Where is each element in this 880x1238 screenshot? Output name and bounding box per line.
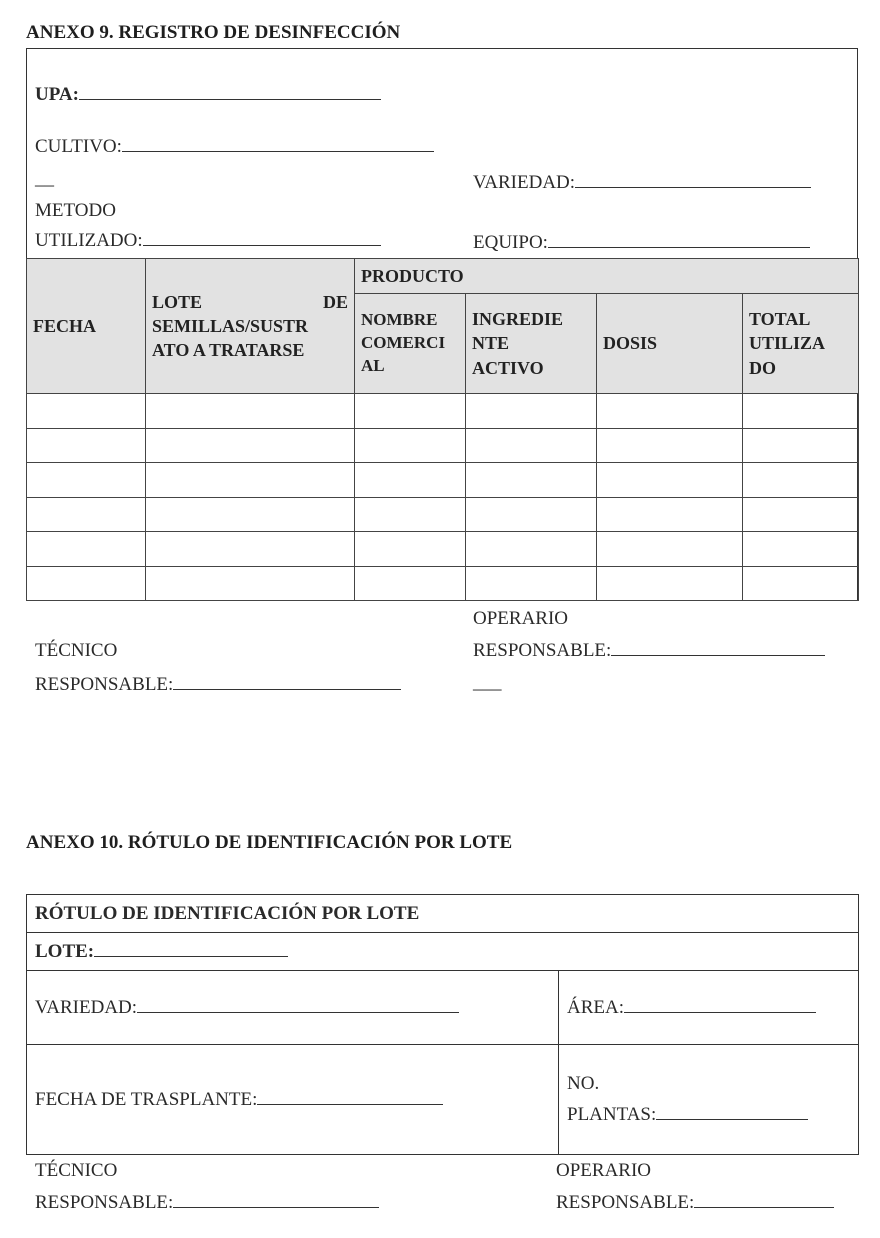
area-label: ÁREA: <box>567 996 624 1018</box>
equipo-field[interactable] <box>473 232 810 254</box>
metodo-label-line1: METODO <box>35 200 116 221</box>
header-dosis: DOSIS <box>597 294 743 394</box>
table-cell[interactable] <box>146 532 355 567</box>
lot-tecnico-blank[interactable] <box>173 1207 379 1208</box>
table-cell[interactable] <box>466 497 597 532</box>
table-cell[interactable] <box>466 428 597 463</box>
upa-blank[interactable] <box>79 99 381 100</box>
table-cell[interactable] <box>355 463 466 498</box>
header-nombre-l2: COMERCI <box>361 333 446 353</box>
operario-label-line2: RESPONSABLE: <box>473 640 612 661</box>
lote-blank[interactable] <box>94 956 288 957</box>
lot-operario-field[interactable] <box>556 1192 834 1214</box>
header-total-utilizado <box>743 294 859 394</box>
table-cell[interactable] <box>743 463 859 498</box>
header-ingrediente-l3: ACTIVO <box>472 357 544 378</box>
table-cell[interactable] <box>355 566 466 601</box>
lot-tecnico-field[interactable] <box>35 1192 379 1214</box>
header-lote-word2: DE <box>322 291 348 312</box>
table-cell[interactable] <box>466 463 597 498</box>
tecnico-field[interactable] <box>35 674 401 696</box>
header-lote-word1: LOTE <box>152 291 203 312</box>
table-row <box>27 428 859 463</box>
table-row <box>27 532 859 567</box>
table-row <box>27 463 859 498</box>
table-cell[interactable] <box>27 463 146 498</box>
table-cell[interactable] <box>743 532 859 567</box>
table-cell[interactable] <box>597 497 743 532</box>
fecha-trasplante-label: FECHA DE TRASPLANTE: <box>35 1088 258 1110</box>
tecnico-label-line1: TÉCNICO <box>35 640 118 661</box>
plantas-blank[interactable] <box>656 1119 808 1120</box>
table-cell[interactable] <box>466 532 597 567</box>
lot-operario-label-line2: RESPONSABLE: <box>556 1192 695 1213</box>
header-ingrediente-l1: INGREDIE <box>472 309 564 330</box>
lot-operario-label-line1: OPERARIO <box>556 1160 652 1181</box>
variedad-field[interactable] <box>473 172 811 194</box>
table-cell[interactable] <box>146 463 355 498</box>
cultivo-label: CULTIVO: <box>35 136 122 157</box>
stray-dash: __ <box>35 168 54 189</box>
equipo-blank[interactable] <box>548 247 810 248</box>
header-lote-line2: SEMILLAS/SUSTR <box>152 315 309 336</box>
metodo-blank[interactable] <box>143 245 381 246</box>
table-cell[interactable] <box>743 394 859 429</box>
table-cell[interactable] <box>355 394 466 429</box>
table-row <box>27 566 859 601</box>
header-lote <box>146 259 355 394</box>
lot-variedad-blank[interactable] <box>137 1012 459 1013</box>
annex10-title: ANEXO 10. RÓTULO DE IDENTIFICACIÓN POR LOTE <box>26 832 513 853</box>
area-field[interactable] <box>559 971 859 1045</box>
table-cell[interactable] <box>466 566 597 601</box>
table-cell[interactable] <box>27 428 146 463</box>
disinfection-table <box>26 258 859 601</box>
fecha-trasplante-blank[interactable] <box>257 1104 443 1105</box>
lot-tecnico-label-line1: TÉCNICO <box>35 1160 118 1181</box>
table-cell[interactable] <box>146 497 355 532</box>
lote-field[interactable] <box>27 933 859 971</box>
table-cell[interactable] <box>743 428 859 463</box>
upa-field[interactable] <box>35 84 381 106</box>
tecnico-label-line2: RESPONSABLE: <box>35 674 174 695</box>
lot-label-box-title: RÓTULO DE IDENTIFICACIÓN POR LOTE <box>27 895 859 933</box>
operario-field[interactable] <box>473 640 825 662</box>
table-cell[interactable] <box>466 394 597 429</box>
header-lote-line3: ATO A TRATARSE <box>152 340 305 361</box>
lot-variedad-field[interactable] <box>27 971 559 1045</box>
plantas-label-line1: NO. <box>567 1073 600 1095</box>
table-cell[interactable] <box>597 428 743 463</box>
operario-trailing: ___ <box>473 672 502 693</box>
header-ingrediente-activo <box>466 294 597 394</box>
operario-label-line1: OPERARIO <box>473 608 569 629</box>
table-cell[interactable] <box>743 566 859 601</box>
lot-tecnico-label-line2: RESPONSABLE: <box>35 1192 174 1213</box>
lot-operario-blank[interactable] <box>694 1207 834 1208</box>
table-cell[interactable] <box>27 532 146 567</box>
header-nombre-l3: AL <box>361 355 385 375</box>
table-cell[interactable] <box>27 497 146 532</box>
equipo-label: EQUIPO: <box>473 232 548 253</box>
cultivo-blank[interactable] <box>122 151 434 152</box>
plantas-field[interactable] <box>559 1045 859 1155</box>
header-nombre-comercial <box>355 294 466 394</box>
table-cell[interactable] <box>27 566 146 601</box>
table-cell[interactable] <box>146 566 355 601</box>
metodo-label-line2: UTILIZADO: <box>35 230 143 251</box>
fecha-trasplante-field[interactable] <box>27 1045 559 1155</box>
table-cell[interactable] <box>355 497 466 532</box>
header-fecha: FECHA <box>27 259 146 394</box>
table-cell[interactable] <box>597 394 743 429</box>
table-cell[interactable] <box>597 566 743 601</box>
variedad-blank[interactable] <box>575 187 811 188</box>
lote-label: LOTE: <box>35 940 95 962</box>
header-producto: PRODUCTO <box>355 259 859 294</box>
area-blank[interactable] <box>624 1012 816 1013</box>
header-total-l1: TOTAL <box>749 309 811 330</box>
header-nombre-l1: NOMBRE <box>361 310 438 330</box>
table-cell[interactable] <box>27 394 146 429</box>
annex9-title: ANEXO 9. REGISTRO DE DESINFECCIÓN <box>26 22 401 43</box>
lot-variedad-label: VARIEDAD: <box>35 996 138 1018</box>
table-cell[interactable] <box>146 428 355 463</box>
table-cell[interactable] <box>146 394 355 429</box>
table-cell[interactable] <box>597 463 743 498</box>
table-row <box>27 497 859 532</box>
variedad-label: VARIEDAD: <box>473 172 576 193</box>
table-cell[interactable] <box>355 532 466 567</box>
header-total-l3: DO <box>749 357 776 378</box>
table-row <box>27 394 859 429</box>
table-cell[interactable] <box>743 497 859 532</box>
metodo-field[interactable] <box>35 230 381 252</box>
tecnico-blank[interactable] <box>173 689 401 690</box>
disinfection-table-body <box>27 394 859 601</box>
plantas-label-line2: PLANTAS: <box>567 1103 657 1125</box>
table-cell[interactable] <box>597 532 743 567</box>
header-total-l2: UTILIZA <box>749 333 826 354</box>
operario-blank[interactable] <box>611 655 825 656</box>
table-cell[interactable] <box>355 428 466 463</box>
upa-label: UPA: <box>35 84 79 105</box>
cultivo-field[interactable] <box>35 136 434 158</box>
lot-label-table <box>26 894 859 1155</box>
header-ingrediente-l2: NTE <box>472 333 510 354</box>
